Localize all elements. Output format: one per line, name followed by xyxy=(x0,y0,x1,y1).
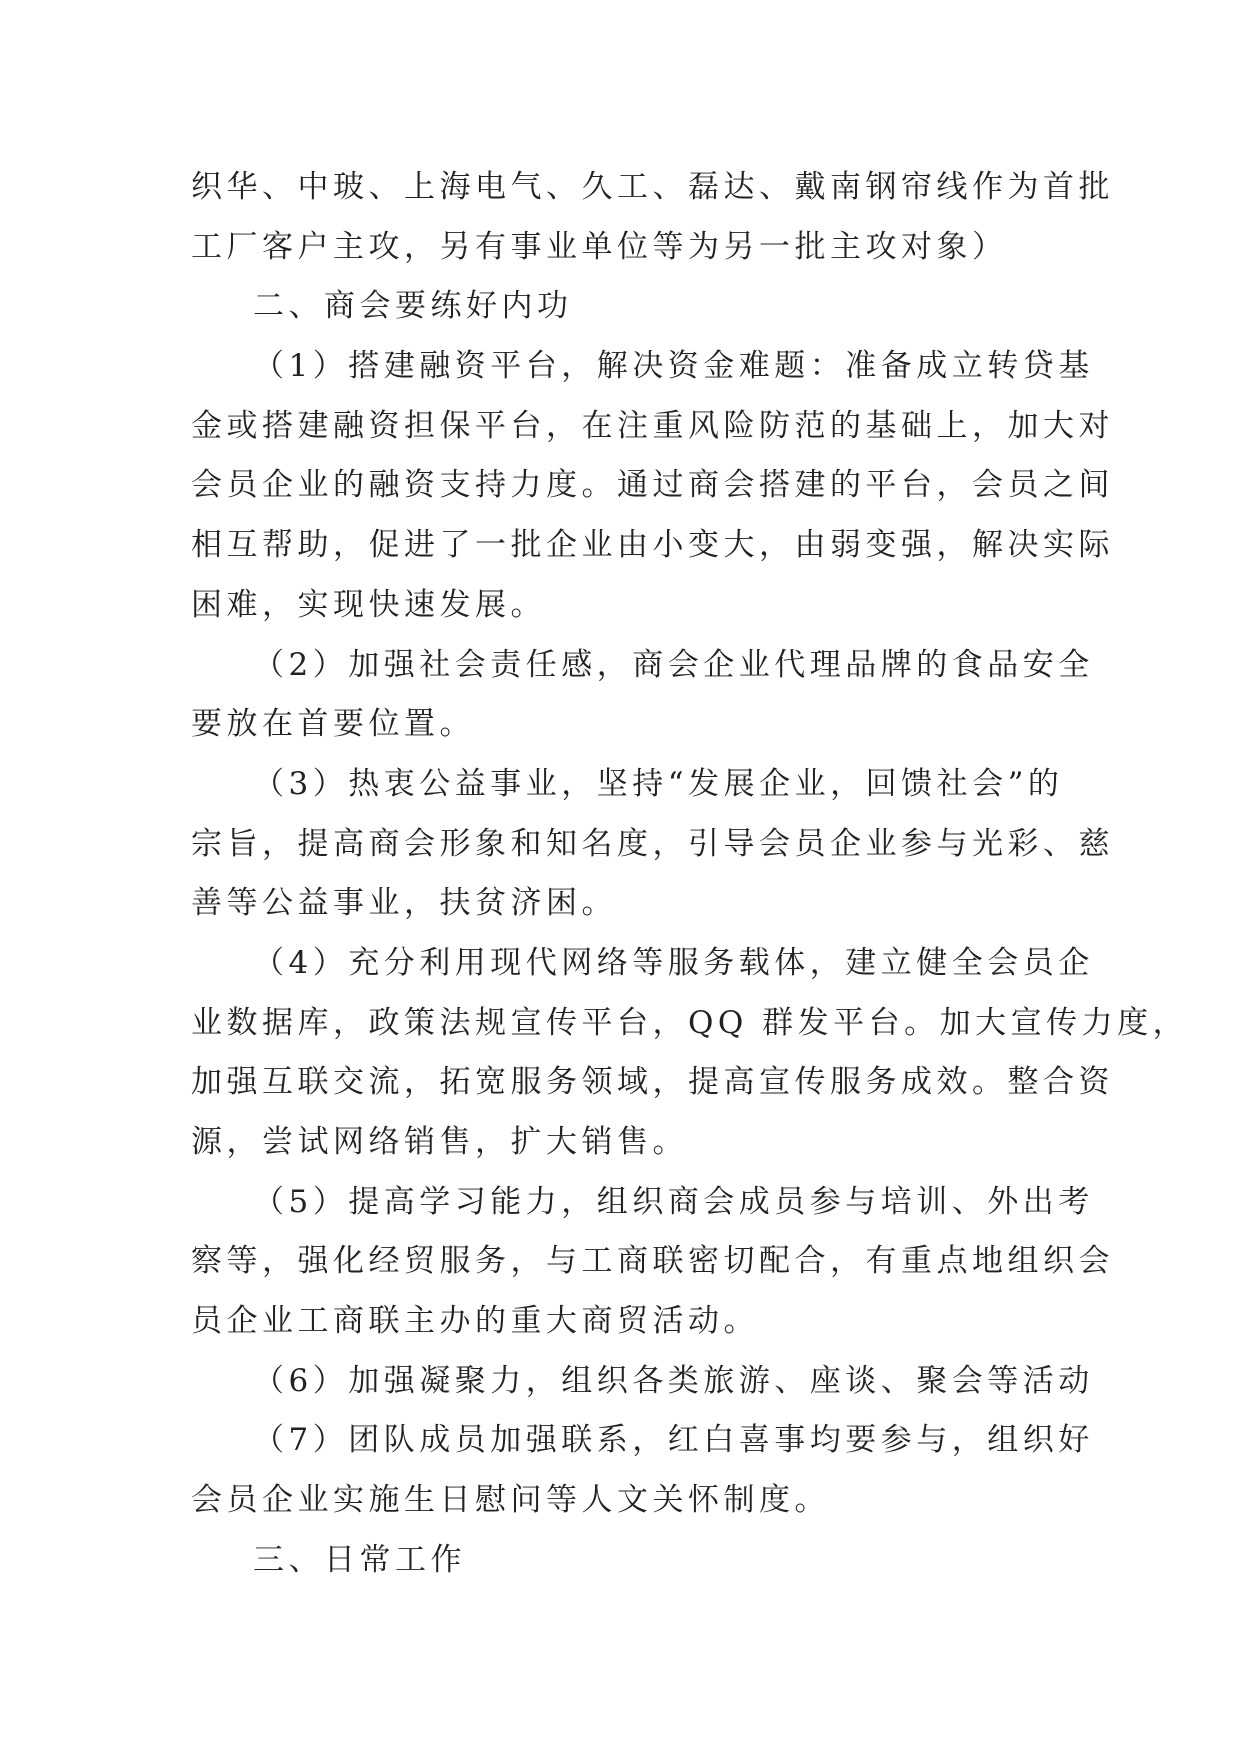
text-line: 加强互联交流，拓宽服务领域，提高宣传服务成效。整合资 xyxy=(191,1064,1114,1101)
text-line: 源，尝试网络销售，扩大销售。 xyxy=(191,1124,688,1160)
text-line: 金或搭建融资担保平台，在注重风险防范的基础上，加大对 xyxy=(191,407,1114,444)
text-line: （2）加强社会责任感，商会企业代理品牌的食品安全 xyxy=(253,646,1094,683)
text-line: 员企业工商联主办的重大商贸活动。 xyxy=(191,1303,759,1340)
text-line: （6）加强凝聚力，组织各类旅游、座谈、聚会等活动 xyxy=(253,1362,1094,1399)
text-line: （3）热衷公益事业，坚持“发展企业，回馈社会”的 xyxy=(253,765,1064,802)
text-line: 要放在首要位置。 xyxy=(191,706,475,743)
text-line: 相互帮助，促进了一批企业由小变大，由弱变强，解决实际 xyxy=(191,527,1114,564)
section-heading: 三、日常工作 xyxy=(253,1541,466,1578)
text-line: （1）搭建融资平台，解决资金难题：准备成立转贷基 xyxy=(253,348,1094,385)
text-line: 察等，强化经贸服务，与工商联密切配合，有重点地组织会 xyxy=(191,1243,1114,1280)
text-line: 会员企业的融资支持力度。通过商会搭建的平台，会员之间 xyxy=(191,467,1114,504)
section-heading: 二、商会要练好内功 xyxy=(253,288,573,325)
text-line: 宗旨，提高商会形象和知名度，引导会员企业参与光彩、慈 xyxy=(191,825,1114,862)
text-line: （5）提高学习能力，组织商会成员参与培训、外出考 xyxy=(253,1183,1094,1220)
text-line: （7）团队成员加强联系，红白喜事均要参与，组织好 xyxy=(253,1422,1094,1459)
text-line: （4）充分利用现代网络等服务载体，建立健全会员企 xyxy=(253,944,1094,981)
text-line: 会员企业实施生日慰问等人文关怀制度。 xyxy=(191,1482,830,1519)
text-line: 业数据库，政策法规宣传平台，QQ 群发平台。加大宣传力度， xyxy=(191,1004,1189,1041)
text-line: 困难，实现快速发展。 xyxy=(191,586,546,623)
text-line: 织华、中玻、上海电气、久工、磊达、戴南钢帘线作为首批 xyxy=(191,169,1114,205)
text-line: 工厂客户主攻，另有事业单位等为另一批主攻对象） xyxy=(191,228,1008,265)
text-line: 善等公益事业，扶贫济困。 xyxy=(191,885,617,922)
document-body xyxy=(191,158,1189,1591)
